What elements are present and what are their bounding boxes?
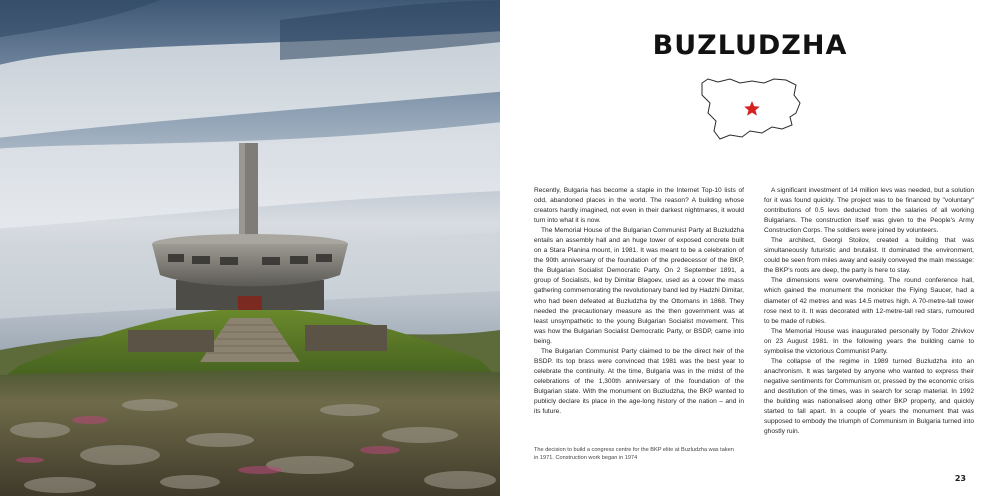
paragraph: The architect, Georgi Stoilov, created a building that was simultaneously futuristic and brutalist. It dominated the environment, could be seen from miles away and easily conveyed the main message: the BKP's roots are deep, the party is here to stay.	[764, 237, 974, 275]
paragraph: A significant investment of 14 million levs was needed, but a solution for it was found quickly. The project was to be financed by "voluntary" contributions of 0.5 levs deducted from the salaries of all working Bulgarians. The construction itself was given to the People's Army Construction Corps. The soldiers were joined by volunteers.	[764, 187, 974, 235]
bulgaria-map-icon	[696, 73, 806, 145]
paragraph: Recently, Bulgaria has become a staple in the Internet Top-10 lists of odd, abandoned places in the world. The reason? A building whose creators hardly imagined, not even in their darkest nightmares, it would turn into what it is now.	[534, 187, 744, 225]
red-star-icon	[744, 101, 760, 116]
photo-caption: The decision to build a congress centre for the BKP elite at Buzludzha was taken in 1971. Construction work began in 1974	[534, 447, 734, 462]
paragraph: The collapse of the regime in 1989 turned Buzludzha into an anachronism. It was targeted by anyone who wanted to express their negative sentiments for Communism or, pressed by the economic crisis and destitution of the times, was in search for scrap material. In 1992 the building was nationalised along other BKP property, and quickly started to fall apart. In a couple of years the monument that was supposed to embody the triumph of Communism in Bulgaria turned into ghostly ruin.	[764, 357, 974, 436]
paragraph: The Memorial House was inaugurated personally by Todor Zhivkov on 23 August 1981. In the following years the building came to symbolise the victorious Communist Party.	[764, 327, 974, 355]
text-column-right	[764, 186, 974, 437]
page-number: 23	[954, 474, 966, 483]
paragraph: The dimensions were overwhelming. The round conference hall, which gained the monument the monicker the Flying Saucer, had a diameter of 42 metres and was 14.5 metres high. A 70-metre-tall tower rose next to it. It was decorated with 12-metre-tall red stars, rumoured to be made of rubies.	[764, 277, 974, 325]
page-title: BUZLUDZHA	[652, 30, 848, 61]
paragraph: The Bulgarian Communist Party claimed to be the direct heir of the BSDP. Its top brass were convinced that 1981 was the best year to celebrate the continuity. At the time, Bulgaria was in the midst of the celebrations of the 1,300th anniversary of the foundation of the Bulgarian state. With the monument on Buzludzha, the BKP wanted to publicly declare its place in the age-long history of the nation – and in its future.	[534, 347, 744, 416]
text-page	[500, 0, 1000, 496]
paragraph: The Memorial House of the Bulgarian Communist Party at Buzludzha entails an assembly hall and an huge tower of exposed concrete built on a Stara Planina mount, in 1981. It was meant to be a celebration of the 90th anniversary of the foundation of the predecessor of the BKP, the Bulgarian Socialist Democratic Party. On 2 September 1891, a group of Socialists, led by Dimitar Blagoev, used as a cover the mass gathering commemorating the revolutionary band led by Hadzhi Dimitar, who had been defeated at Buzludzha by the Ottomans in 1868. They needed the precautionary measure as the then government was at least unsympathetic to the young Bulgarian Socialist movement. This was how the Bulgarian Socialist Democratic Party, or BSDP, came into being.	[534, 227, 744, 345]
text-column-left	[534, 186, 744, 417]
